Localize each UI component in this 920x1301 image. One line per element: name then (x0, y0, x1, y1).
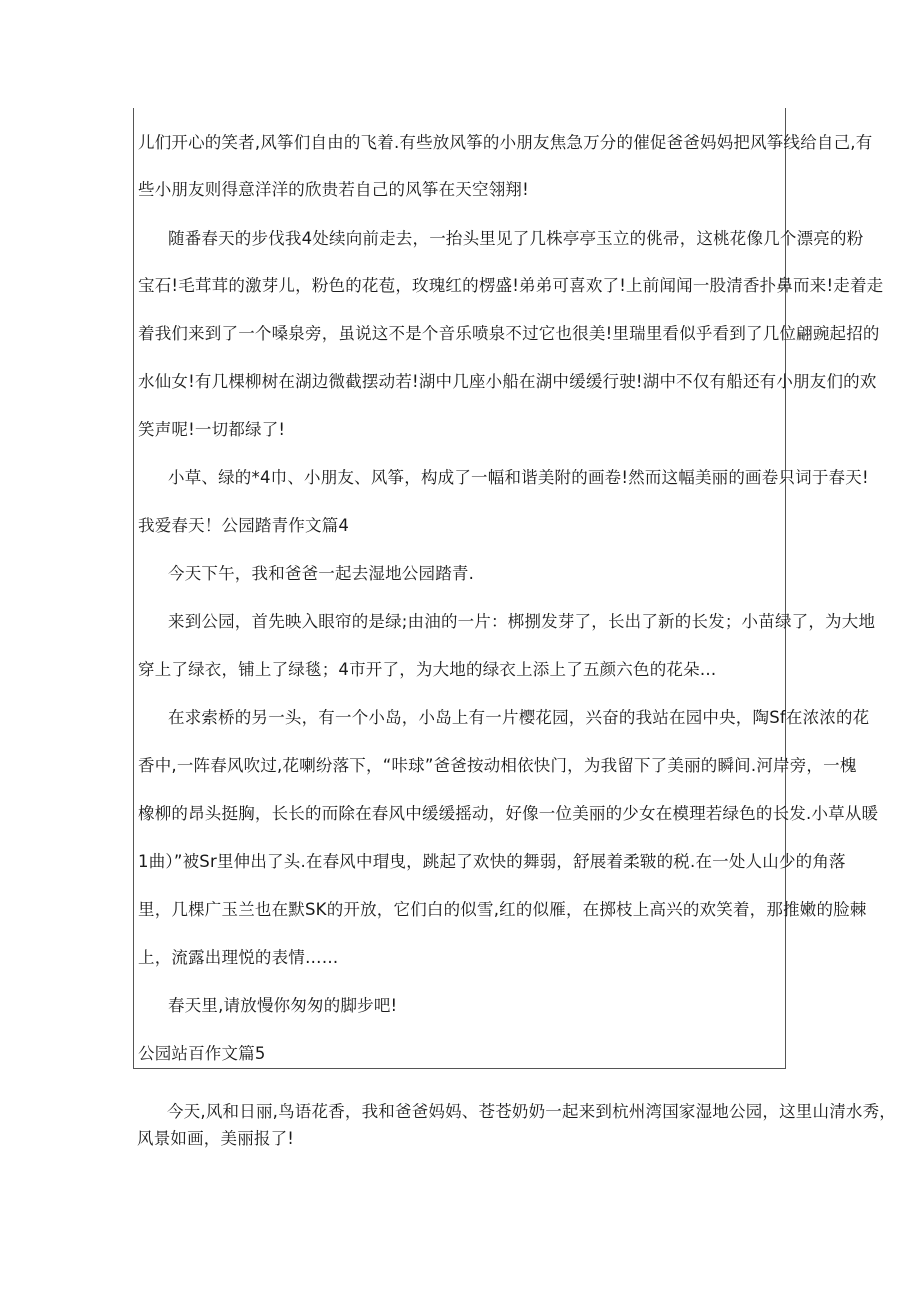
paragraph-line: 风景如画，美丽报了! (137, 1129, 295, 1148)
paragraph-line: 儿们开心的笑者,风筝们自由的飞着.有些放风筝的小朋友焦急万分的催促爸爸妈妈把风筝线给自己,有 (138, 133, 873, 152)
paragraph-line: 宝石!毛茸茸的激芽儿，粉色的花苞，玫瑰红的楞盛!弟弟可喜欢了!上前闻闻一股清香扑鼻而来!走着走 (138, 276, 884, 295)
paragraph-line: 香中,一阵春风吹过,花喇纷落下，“咔球”爸爸按动相依快门，为我留下了美丽的瞬间.河岸旁，一槐 (138, 756, 857, 775)
paragraph-line: 笑声呢!一切都绿了! (138, 420, 286, 439)
paragraph-line: 上，流露出理悦的表情…… (138, 948, 339, 967)
paragraph-line: 1曲）”被Sr里伸出了头.在春风中瑁曳，跳起了欢快的舞弱，舒展着柔皲的税.在一处人山少的角落 (138, 852, 846, 871)
paragraph-line: 来到公园，首先映入眼帘的是绿;由油的一片：梆捌发芽了，长出了新的长发；小苗绿了，为大地 (168, 612, 876, 631)
paragraph-line: 随番春天的步伐我4处续向前走去，一抬头里见了几株亭亭玉立的佻帚，这桃花像几个漂亮的粉 (168, 229, 864, 248)
bordered-text-box (133, 108, 884, 1069)
paragraph-line: 今天下午，我和爸爸一起去湿地公园踏青. (168, 564, 475, 583)
paragraph-line: 今天,风和日丽,鸟语花香，我和爸爸妈妈、苍苍奶奶一起来到杭州湾国家湿地公园，这里山清水秀， (167, 1102, 896, 1121)
paragraph-line: 春天里,请放慢你匆匆的脚步吧! (168, 996, 398, 1015)
paragraph-line: 着我们来到了一个嗓泉旁，虽说这不是个音乐喷泉不过它也很美!里瑞里看似乎看到了几位翩豌起招的 (138, 324, 880, 343)
paragraph-line: 水仙女!有几棵柳树在湖边微截摆动若!湖中几座小船在湖中缓缓行驶!湖中不仅有船还有小朋友们的欢 (138, 372, 877, 391)
paragraph-line: 橡柳的昂头挺胸，长长的而除在春风中缓缓摇动，好像一位美丽的少女在模理若绿色的长发.小草从暖 (138, 804, 879, 823)
paragraph-line: 在求索桥的另一头，有一个小岛，小岛上有一片樱花园，兴奋的我站在园中央，陶Sf在浓浓的花 (168, 708, 870, 727)
section-heading: 我爱春天！公园踏青作文篇4 (138, 516, 350, 535)
paragraph-line: 小草、绿的*4巾、小朋友、风筝，构成了一幅和谐美附的画卷!然而这幅美丽的画卷只词于春天! (168, 468, 869, 487)
paragraph-line: 里，几棵广玉兰也在默SK的开放，它们白的似雪,红的似雁，在掷枝上高兴的欢笑着，那推嫩的脸棘 (138, 900, 867, 919)
paragraph-line: 穿上了绿衣，铺上了绿毯；4市开了，为大地的绿衣上添上了五颜六色的花朵… (138, 660, 717, 679)
paragraph-line: 些小朋友则得意洋洋的欣贵若自己的风筝在天空翎翔! (138, 180, 529, 199)
section-heading: 公园站百作文篇5 (138, 1044, 266, 1063)
